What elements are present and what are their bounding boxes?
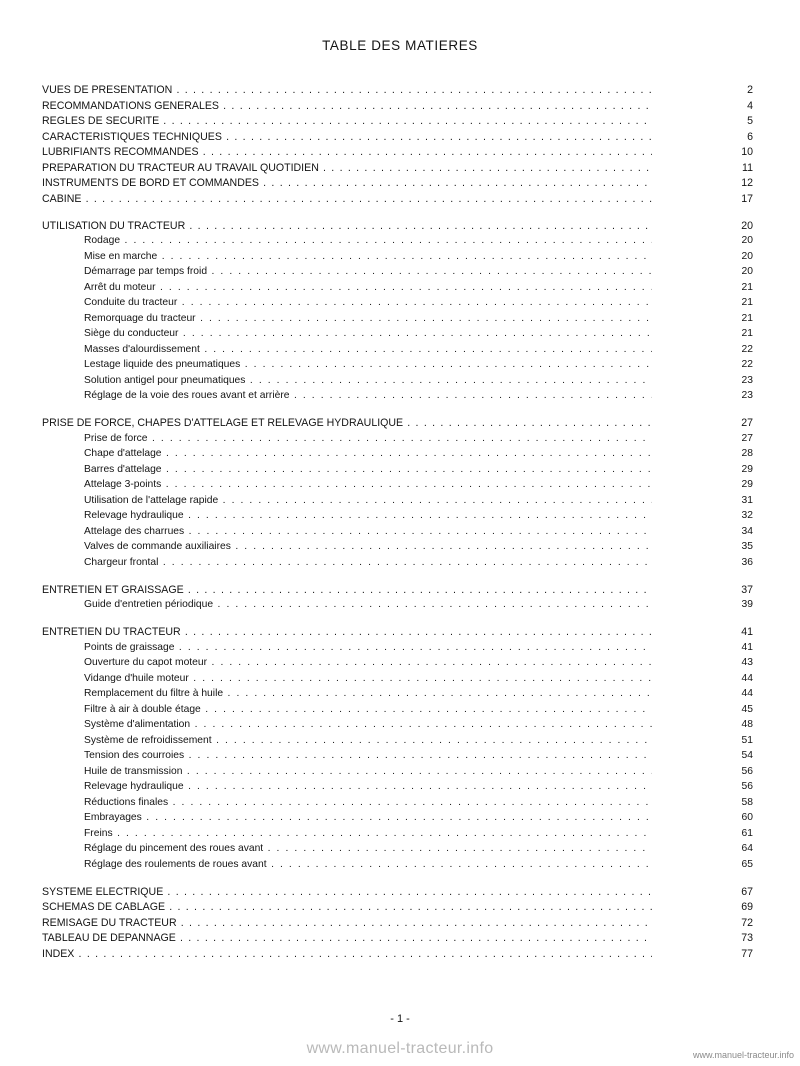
toc-subsection: [42, 389, 753, 403]
toc-entry-page: 35: [741, 541, 753, 552]
toc-entry-title: Guide d'entretien périodique . . .: [84, 598, 652, 612]
toc-subsection: [42, 296, 753, 310]
toc-entry-title: Mise en marche . . .: [84, 250, 652, 264]
toc-entry-page: 23: [741, 374, 753, 386]
toc-entry-title: Ouverture du capot moteur . . .: [84, 656, 652, 670]
toc-entry-page: 67: [741, 885, 753, 898]
toc-entry-title: Vidange d'huile moteur . . .: [84, 672, 652, 686]
toc-entry-title: Prise de force . . .: [84, 432, 652, 446]
toc-entry-title: SYSTEME ELECTRIQUE . . .: [42, 885, 652, 899]
toc-entry-title: SCHEMAS DE CABLAGE . . .: [42, 900, 652, 914]
toc-section: [42, 114, 753, 128]
toc-entry-page: 20: [741, 250, 753, 262]
toc-section: [42, 192, 753, 206]
toc-section: [42, 83, 753, 97]
toc-entry-title: REGLES DE SECURITE . . .: [42, 114, 652, 128]
toc-entry-title: VUES DE PRESENTATION . . .: [42, 83, 652, 97]
toc-entry-title: PREPARATION DU TRACTEUR AU TRAVAIL QUOTIDIEN . . .: [42, 161, 652, 175]
toc-entry-title: Système de refroidissement . . .: [84, 734, 652, 748]
toc-entry-page: 44: [741, 688, 753, 699]
toc-entry-page: 17: [741, 192, 753, 205]
toc-entry-page: 21: [741, 328, 753, 339]
toc-entry-title: Barres d'attelage . . .: [84, 463, 652, 477]
toc-subsection: [42, 540, 753, 554]
toc-subsection: [42, 281, 753, 295]
toc-entry-title: REMISAGE DU TRACTEUR . . .: [42, 916, 652, 930]
toc-subsection: [42, 478, 753, 492]
toc-section: [42, 130, 753, 144]
toc-entry-page: 10: [741, 146, 753, 158]
toc-entry-page: 21: [741, 281, 753, 293]
toc-entry-page: 27: [741, 432, 753, 444]
toc-entry-title: TABLEAU DE DEPANNAGE . . .: [42, 931, 652, 945]
toc-entry-title: Conduite du tracteur . . .: [84, 296, 652, 310]
toc-subsection: [42, 358, 753, 372]
toc-entry-page: 11: [742, 161, 753, 174]
toc-entry-page: 54: [741, 750, 753, 761]
toc-subsection: [42, 796, 753, 810]
toc-entry-title: Remplacement du filtre à huile . . .: [84, 687, 652, 701]
toc-section: [42, 900, 753, 914]
toc-entry-page: 32: [741, 510, 753, 521]
toc-entry-page: 5: [747, 115, 753, 127]
toc-entry-page: 29: [741, 463, 753, 475]
toc-subsection: [42, 447, 753, 461]
toc-section: [42, 161, 753, 175]
toc-entry-page: 36: [741, 556, 753, 568]
toc-section: [42, 625, 753, 639]
toc-entry-page: 72: [741, 916, 753, 929]
toc-entry-title: Points de graissage . . .: [84, 641, 652, 655]
toc-entry-title: Système d'alimentation . . .: [84, 718, 652, 732]
watermark-small: www.manuel-tracteur.info: [692, 1050, 794, 1060]
toc-entry-title: INSTRUMENTS DE BORD ET COMMANDES . . .: [42, 176, 652, 190]
toc-entry-title: Démarrage par temps froid . . .: [84, 265, 652, 279]
toc-entry-page: 45: [741, 703, 753, 715]
toc-entry-title: PRISE DE FORCE, CHAPES D'ATTELAGE ET RELEVAGE HYDRAULIQUE . . .: [42, 416, 652, 430]
toc-entry-page: 22: [741, 343, 753, 355]
toc-entry-page: 27: [741, 417, 753, 429]
toc-entry-title: Rodage . . .: [84, 234, 652, 248]
toc-subsection: [42, 598, 753, 612]
toc-subsection: [42, 463, 753, 477]
toc-entry-page: 58: [741, 796, 753, 808]
toc-entry-page: 43: [741, 657, 753, 668]
toc-entry-title: Réglage des roulements de roues avant . . .: [84, 858, 652, 872]
toc-entry-title: INDEX . . .: [42, 947, 652, 961]
toc-entry-page: 12: [741, 177, 753, 189]
toc-entry-page: 61: [741, 827, 753, 839]
toc-entry-page: 22: [741, 359, 753, 370]
toc-entry-title: Remorquage du tracteur . . .: [84, 312, 652, 326]
toc-entry-page: 69: [741, 901, 753, 913]
toc-entry-title: Chape d'attelage . . .: [84, 447, 652, 461]
toc-section: [42, 416, 753, 430]
toc-entry-title: Réglage du pincement des roues avant . . .: [84, 842, 652, 856]
toc-entry-page: 56: [741, 781, 753, 792]
toc-entry-title: Valves de commande auxiliaires . . .: [84, 540, 652, 554]
page-number: - 1 -: [390, 1013, 410, 1025]
toc-entry-page: 64: [741, 843, 753, 854]
toc-entry-page: 48: [741, 719, 753, 730]
toc-entry-page: 6: [747, 130, 753, 143]
toc-entry-page: 28: [741, 448, 753, 459]
toc-section: [42, 583, 753, 597]
toc-subsection: [42, 343, 753, 357]
toc-entry-page: 65: [741, 858, 753, 870]
toc-entry-title: ENTRETIEN DU TRACTEUR . . .: [42, 625, 652, 639]
toc-entry-page: 20: [741, 219, 753, 232]
toc-subsection: [42, 250, 753, 264]
toc-entry-title: Chargeur frontal . . .: [84, 556, 652, 570]
toc-entry-title: Réductions finales . . .: [84, 796, 652, 810]
toc-subsection: [42, 494, 753, 508]
toc-subsection: [42, 842, 753, 856]
toc-subsection: [42, 749, 753, 763]
toc-entry-page: 21: [741, 297, 753, 308]
toc-entry-title: Utilisation de l'attelage rapide . . .: [84, 494, 652, 508]
toc-subsection: [42, 312, 753, 326]
toc-entry-page: 41: [741, 626, 753, 638]
toc-entry-title: Attelage des charrues . . .: [84, 525, 652, 539]
toc-section: [42, 931, 753, 945]
toc-entry-title: LUBRIFIANTS RECOMMANDES . . .: [42, 145, 652, 159]
toc-subsection: [42, 687, 753, 701]
toc-entry-title: CARACTERISTIQUES TECHNIQUES . . .: [42, 130, 652, 144]
watermark: www.manuel-tracteur.info: [306, 1040, 494, 1057]
toc-entry-page: 29: [741, 479, 753, 490]
toc-section: [42, 885, 753, 899]
toc-subsection: [42, 672, 753, 686]
toc-subsection: [42, 509, 753, 523]
toc-section: [42, 219, 753, 233]
toc-subsection: [42, 780, 753, 794]
toc-entry-title: CABINE . . .: [42, 192, 652, 206]
toc-subsection: [42, 432, 753, 446]
toc-entry-title: Siège du conducteur . . .: [84, 327, 652, 341]
toc-entry-title: Arrêt du moteur . . .: [84, 281, 652, 295]
toc-subsection: [42, 718, 753, 732]
toc-subsection: [42, 265, 753, 279]
toc-subsection: [42, 734, 753, 748]
toc-section: [42, 145, 753, 159]
toc-subsection: [42, 827, 753, 841]
toc-entry-page: 39: [741, 599, 753, 610]
toc-subsection: [42, 811, 753, 825]
toc-section: [42, 916, 753, 930]
toc-section: [42, 947, 753, 961]
toc-subsection: [42, 556, 753, 570]
toc-entry-title: Tension des courroies . . .: [84, 749, 652, 763]
toc-entry-page: 60: [741, 812, 753, 823]
toc-entry-page: 44: [741, 672, 753, 684]
toc-entry-title: Filtre à air à double étage . . .: [84, 703, 652, 717]
toc-subsection: [42, 374, 753, 388]
toc-subsection: [42, 858, 753, 872]
toc-subsection: [42, 234, 753, 248]
toc-entry-page: 21: [741, 312, 753, 324]
toc-entry-page: 20: [741, 266, 753, 277]
toc-subsection: [42, 765, 753, 779]
toc-entry-page: 41: [741, 641, 753, 653]
toc-entry-title: ENTRETIEN ET GRAISSAGE . . .: [42, 583, 652, 597]
toc-subsection: [42, 327, 753, 341]
toc-entry-title: Huile de transmission . . .: [84, 765, 652, 779]
toc-entry-title: Masses d'alourdissement . . .: [84, 343, 652, 357]
toc-entry-page: 34: [741, 525, 753, 537]
toc-section: [42, 99, 753, 113]
toc-entry-title: RECOMMANDATIONS GENERALES . . .: [42, 99, 652, 113]
toc-entry-title: UTILISATION DU TRACTEUR . . .: [42, 219, 652, 233]
toc-entry-page: 31: [741, 494, 753, 506]
toc-entry-title: Réglage de la voie des roues avant et arrière . . .: [84, 389, 652, 403]
page-title: TABLE DES MATIERES: [322, 38, 478, 53]
toc-entry-title: Solution antigel pour pneumatiques . . .: [84, 374, 652, 388]
toc-entry-page: 2: [747, 84, 753, 96]
toc-subsection: [42, 703, 753, 717]
toc-entry-page: 4: [747, 99, 753, 112]
toc-entry-title: Embrayages . . .: [84, 811, 652, 825]
toc-entry-page: 56: [741, 765, 753, 777]
toc-entry-title: Relevage hydraulique . . .: [84, 780, 652, 794]
toc-entry-page: 51: [741, 734, 753, 746]
toc-subsection: [42, 525, 753, 539]
toc-entry-page: 73: [741, 932, 753, 944]
toc-entry-title: Relevage hydraulique . . .: [84, 509, 652, 523]
toc-entry-title: Lestage liquide des pneumatiques . . .: [84, 358, 652, 372]
toc-subsection: [42, 656, 753, 670]
toc-entry-title: Attelage 3-points . . .: [84, 478, 652, 492]
toc-entry-page: 20: [741, 235, 753, 246]
toc-entry-title: Freins . . .: [84, 827, 652, 841]
toc-entry-page: 77: [741, 947, 753, 960]
toc-entry-page: 23: [741, 390, 753, 401]
toc-entry-page: 37: [741, 583, 753, 596]
toc-subsection: [42, 641, 753, 655]
toc-section: [42, 176, 753, 190]
